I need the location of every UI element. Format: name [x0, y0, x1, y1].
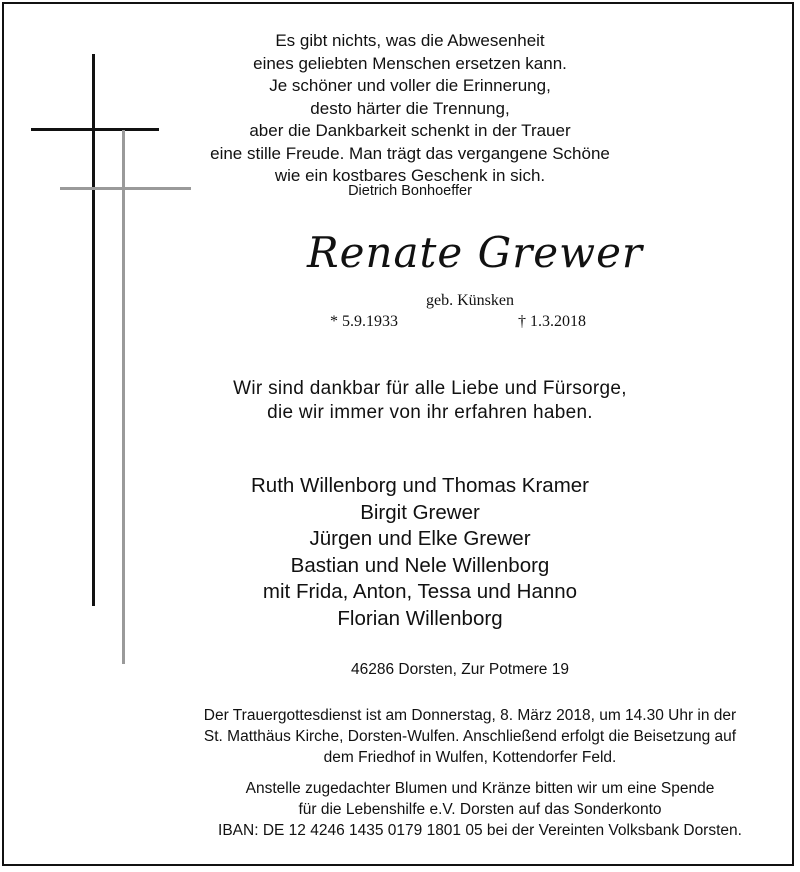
donation-line: Anstelle zugedachter Blumen und Kränze bitten wir um eine Spende — [245, 780, 715, 797]
poem — [200, 30, 620, 188]
cross-black-vertical — [92, 54, 95, 606]
donation-line: für die Lebenshilfe e.V. Dorsten auf das Sonderkonto — [298, 801, 662, 818]
poem-line: wie ein kostbares Geschenk in sich. — [274, 166, 546, 185]
family-member: Bastian und Nele Willenborg — [290, 553, 550, 577]
poem-line: eine stille Freude. Man trägt das vergangene Schöne — [210, 143, 610, 163]
family-member: Florian Willenborg — [337, 606, 503, 630]
birth-date: * 5.9.1933 — [330, 313, 398, 330]
cross-grey-horizontal — [60, 187, 191, 190]
family-member: Ruth Willenborg und Thomas Kramer — [250, 474, 590, 497]
donation-info — [190, 778, 770, 841]
service-line: St. Matthäus Kirche, Dorsten-Wulfen. Anschließend erfolgt die Beisetzung auf — [203, 728, 737, 745]
family-member: Birgit Grewer — [360, 500, 480, 524]
maiden-name: geb. Künsken — [426, 292, 514, 309]
poem-line: Je schöner und voller die Erinnerung, — [269, 76, 551, 95]
poem-line: desto härter die Trennung, — [310, 98, 510, 118]
thanks-line: die wir immer von ihr erfahren haben. — [267, 402, 593, 423]
poem-line: Es gibt nichts, was die Abwesenheit — [275, 31, 545, 50]
deceased-name: Renate Grewer — [306, 228, 644, 277]
cross-grey-vertical — [122, 130, 125, 664]
thanks-line: Wir sind dankbar für alle Liebe und Fürsorge, — [233, 378, 627, 399]
family-member: Jürgen und Elke Grewer — [309, 527, 531, 550]
family-address: 46286 Dorsten, Zur Potmere 19 — [351, 661, 569, 678]
service-line: dem Friedhof in Wulfen, Kottendorfer Feld. — [323, 749, 617, 766]
thanks-text — [220, 377, 640, 425]
service-info — [150, 705, 790, 768]
donation-line: IBAN: DE 12 4246 1435 0179 1801 05 bei der Vereinten Volksbank Dorsten. — [218, 822, 742, 839]
family-member: mit Frida, Anton, Tessa und Hanno — [262, 580, 578, 603]
service-line: Der Trauergottesdienst ist am Donnerstag, 8. März 2018, um 14.30 Uhr in der — [203, 707, 737, 724]
poem-line: aber die Dankbarkeit schenkt in der Trauer — [249, 121, 571, 140]
death-date: † 1.3.2018 — [518, 313, 586, 330]
poem-author: Dietrich Bonhoeffer — [348, 183, 472, 199]
family-list — [220, 473, 620, 632]
cross-black-horizontal — [31, 128, 159, 131]
poem-line: eines geliebten Menschen ersetzen kann. — [253, 53, 567, 73]
